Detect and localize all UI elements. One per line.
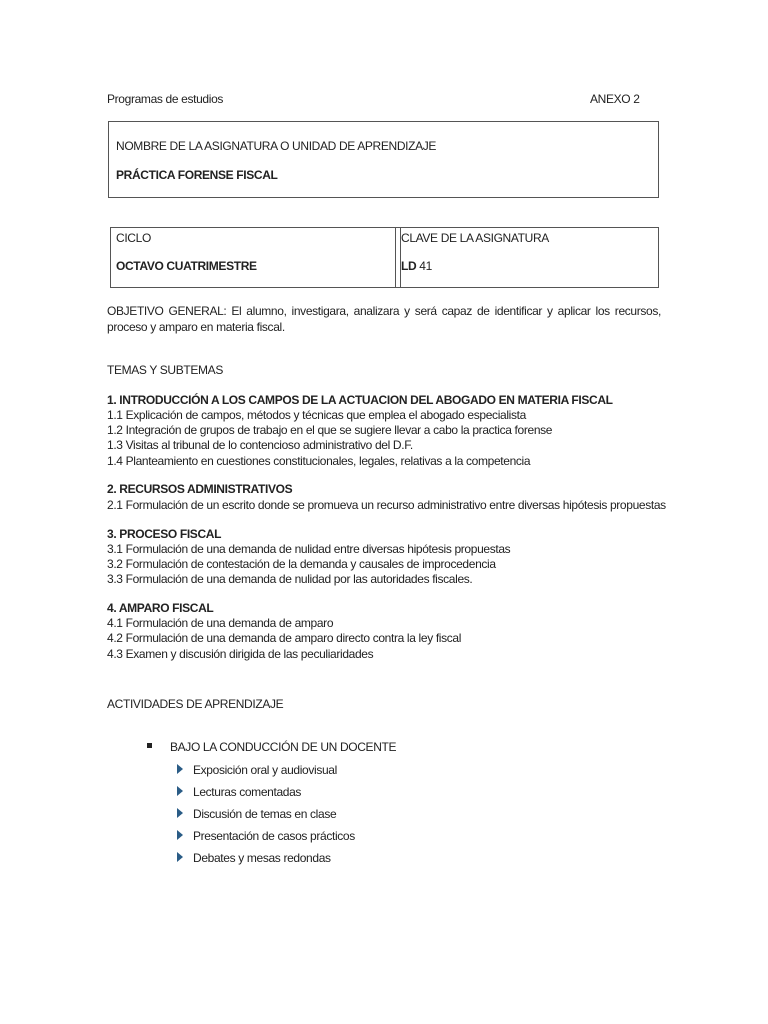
activity-item-2: Lecturas comentadas (193, 785, 302, 799)
topic-4-item-3: 4.3 Examen y discusión dirigida de las peculiaridades (107, 647, 374, 661)
subject-box (108, 121, 659, 198)
triangle-bullet-icon (177, 830, 183, 840)
topic-4-item-2: 4.2 Formulación de una demanda de amparo directo contra la ley fiscal (107, 631, 462, 645)
activity-item-3: Discusión de temas en clase (193, 807, 337, 821)
topic-1-item-3: 1.3 Visitas al tribunal de lo contencioso administrativo del D.F. (107, 438, 413, 452)
topic-2-item-1: 2.1 Formulación de un escrito donde se promueva un recurso administrativo entre diversas hipótesis propuestas (107, 498, 666, 512)
triangle-bullet-icon (177, 786, 183, 796)
header-right: ANEXO 2 (590, 92, 640, 106)
topic-3-item-2: 3.2 Formulación de contestación de la demanda y causales de improcedencia (107, 557, 496, 571)
subject-label: NOMBRE DE LA ASIGNATURA O UNIDAD DE APRENDIZAJE (116, 139, 437, 153)
header-left: Programas de estudios (107, 92, 224, 106)
topic-3-item-1: 3.1 Formulación de una demanda de nulidad entre diversas hipótesis propuestas (107, 542, 511, 556)
topic-2-title: 2. RECURSOS ADMINISTRATIVOS (107, 482, 293, 496)
subject-value: PRÁCTICA FORENSE FISCAL (116, 168, 278, 182)
code-value-prefix: LD (401, 259, 417, 273)
topics-heading: TEMAS Y SUBTEMAS (107, 363, 223, 377)
activity-item-1: Exposición oral y audiovisual (193, 763, 337, 777)
code-value-number: 41 (416, 259, 432, 273)
code-value (401, 259, 432, 273)
topic-1-item-4: 1.4 Planteamiento en cuestiones constitucionales, legales, relativas a la competencia (107, 454, 531, 468)
topic-1-title: 1. INTRODUCCIÓN A LOS CAMPOS DE LA ACTUACION DEL ABOGADO EN MATERIA FISCAL (107, 393, 613, 407)
cycle-value: OCTAVO CUATRIMESTRE (116, 259, 257, 273)
cycle-box (110, 227, 401, 288)
triangle-bullet-icon (177, 764, 183, 774)
cycle-label: CICLO (116, 231, 151, 245)
square-bullet-icon (147, 743, 152, 748)
objective-text: OBJETIVO GENERAL: El alumno, investigara, analizara y será capaz de identificar y aplicar los recursos, proceso y amparo en materia fiscal. (107, 304, 661, 334)
topic-3-title: 3. PROCESO FISCAL (107, 527, 222, 541)
code-label: CLAVE DE LA ASIGNATURA (401, 231, 549, 245)
topic-1-item-2: 1.2 Integración de grupos de trabajo en el que se sugiere llevar a cabo la practica forense (107, 423, 553, 437)
activity-item-5: Debates y mesas redondas (193, 851, 331, 865)
topic-4-title: 4. AMPARO FISCAL (107, 601, 214, 615)
triangle-bullet-icon (177, 808, 183, 818)
activities-group-label: BAJO LA CONDUCCIÓN DE UN DOCENTE (170, 740, 397, 754)
code-box (395, 227, 659, 288)
triangle-bullet-icon (177, 852, 183, 862)
topic-3-item-3: 3.3 Formulación de una demanda de nulidad por las autoridades fiscales. (107, 572, 473, 586)
activities-heading: ACTIVIDADES DE APRENDIZAJE (107, 697, 284, 711)
activity-item-4: Presentación de casos prácticos (193, 829, 355, 843)
topic-1-item-1: 1.1 Explicación de campos, métodos y técnicas que emplea el abogado especialista (107, 408, 526, 422)
topic-4-item-1: 4.1 Formulación de una demanda de amparo (107, 616, 334, 630)
